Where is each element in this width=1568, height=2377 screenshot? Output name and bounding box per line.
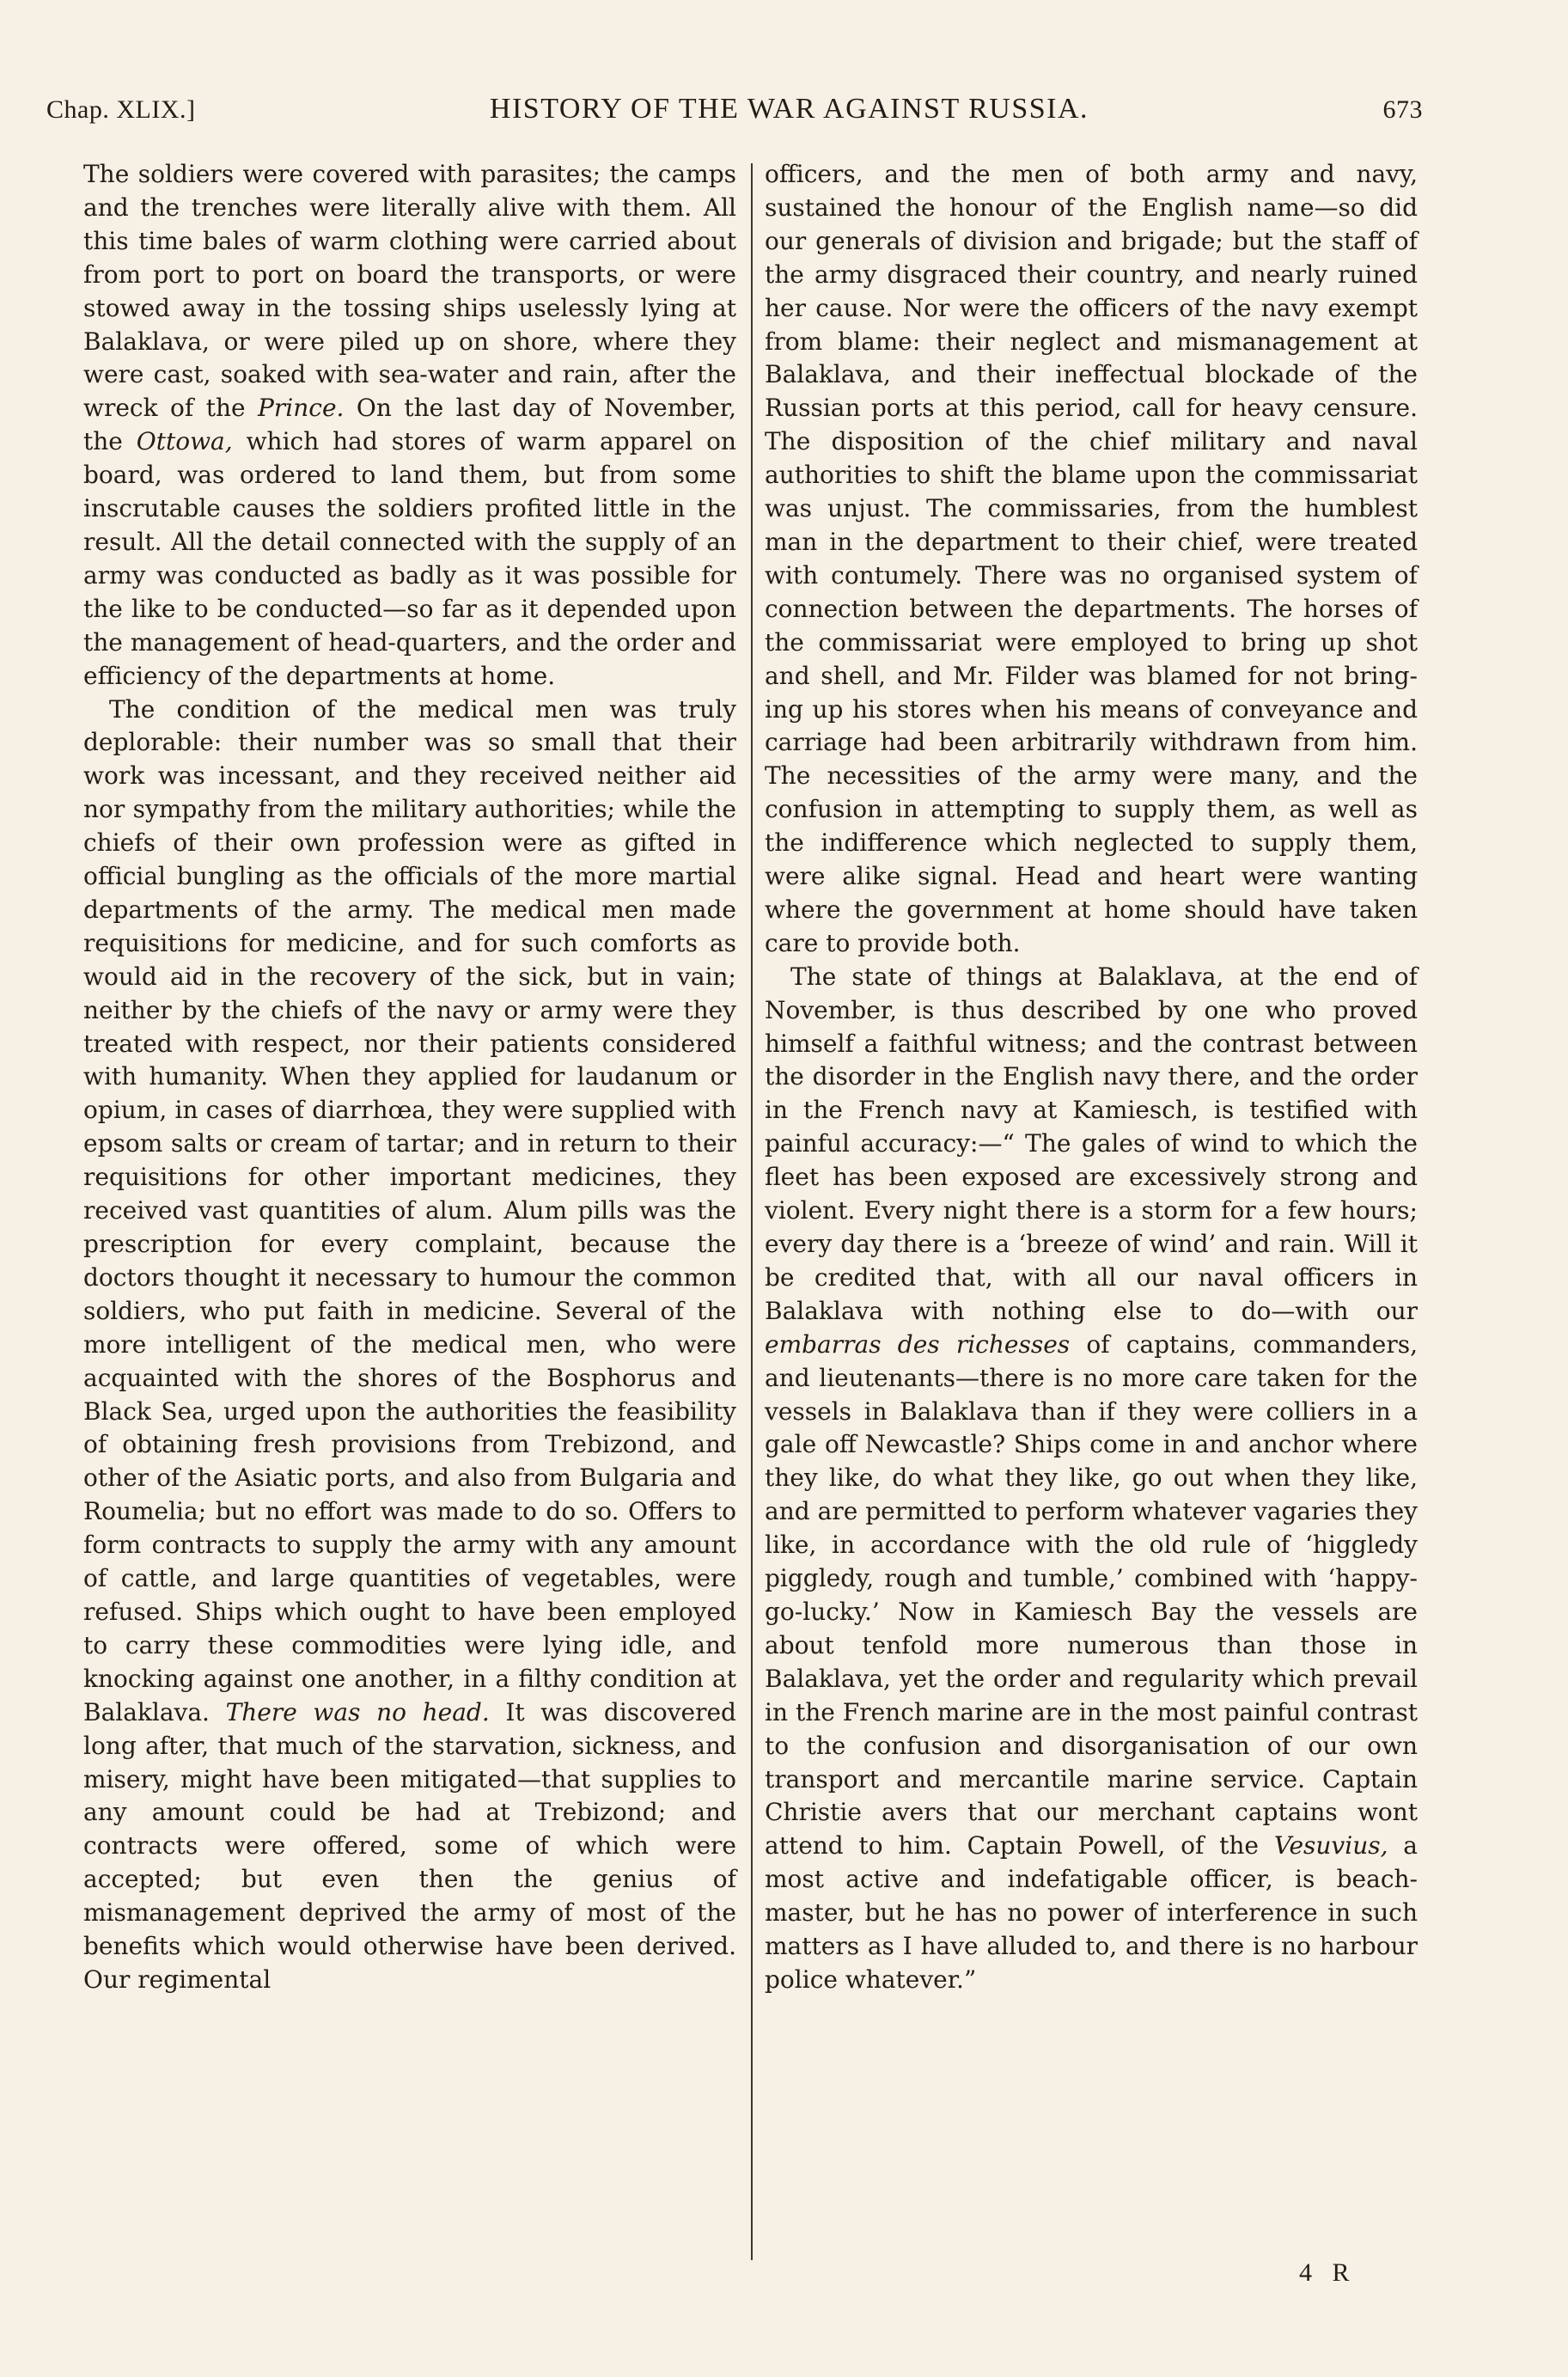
italic-run: There was no head. (225, 1697, 490, 1726)
paragraph (765, 961, 1418, 1997)
italic-run: embarras des richesses (765, 1329, 1071, 1359)
text-run: of captains, commanders, and lieutenants—there is no more care taken for the vessels in Balaklava than if they were colliers in a gale off Newcastle? Ships come in and anchor where they like, do what they like, go out when they like, and are permitted to perform whatever vagaries they like, in accordance with the old rule of ‘higgledy piggledy, rough and tumble,’ combined with ‘happy-go-lucky.’ Now in Kamiesch Bay the vessels are about tenfold more numerous than those in Balaklava, yet the order and regularity which prevail in the French marine are in the most painful contrast to the confusion and disorganisation of our own transport and mercantile marine service. Captain Christie avers that our merchant captains wont attend to him. Captain Powell, of the (765, 1329, 1418, 1861)
text-run: The soldiers were covered with parasites; the camps and the trenches were literally alive with them. All this time bales of warm clothing were carried about from port to port on board the transports, or were stowed away in the tossing ships uselessly lying at Balaklava, or were piled up on shore, where they were cast, soaked with sea-water and rain, after the wreck of the (83, 160, 736, 423)
italic-run: Ottowa, (136, 427, 233, 456)
running-head (46, 93, 1423, 137)
text-run: It was discovered long after, that much of the starvation, sickness, and misery, might have been mitigated—that supplies to any amount could be had at Trebizond; and contracts were offered, some of which were accepted; but even then the genius of mismanagement deprived the army of most of the benefits which would otherwise have been derived. Our regimental (83, 1697, 736, 1994)
text-run: The state of things at Balaklava, at the end of November, is thus described by one who proved himself a faithful witness; and the contrast between the disorder in the English navy there, and the order in the French navy at Kamiesch, is testified with painful accuracy:—“ The gales of wind to which the fleet has been exposed are excessively strong and violent. Every night there is a storm for a few hours; every day there is a ‘breeze of wind’ and rain. Will it be credited that, with all our naval officers in Balaklava with nothing else to do—with our (765, 962, 1418, 1325)
right-column (765, 158, 1418, 1997)
paragraph (83, 694, 736, 1997)
paragraph (83, 158, 736, 694)
text-run: On the last day of November, the (83, 394, 736, 456)
text-run: which had stores of warm apparel on board, was ordered to land them, but from some inscrutable causes the soldiers profited little in the result. All the detail connected with the supply of an army was conducted as badly as it was possible for the like to be conducted—so far as it depended upon the management of head-quarters, and the order and efficiency of the departments at home. (83, 427, 736, 690)
text-run: The condition of the medical men was truly deplorable: their number was so small that their work was incessant, and they received neither aid nor sympathy from the military authorities; while the chiefs of their own profession were as gifted in official bungling as the officials of the more martial departments of the army. The medical men made requisitions for medicine, and for such comforts as would aid in the recovery of the sick, but in vain; neither by the chiefs of the navy or army were they treated with respect, nor their patients considered with humanity. When they applied for laudanum or opium, in cases of diarrhœa, they were supplied with epsom salts or cream of tartar; and in return to their requisitions for other important medicines, they received vast quantities of alum. Alum pills was the prescription for every complaint, because the doctors thought it necessary to humour the common soldiers, who put faith in medicine. Several of the more intelligent of the medical men, who were acquainted with the shores of the Bosphorus and Black Sea, urged upon the authorities the feasibility of obtaining fresh provisions from Trebizond, and other of the Asiatic ports, and also from Bulgaria and Roumelia; but no effort was made to do so. Offers to form contracts to supply the army with any amount of cattle, and large quantities of vegetables, were refused. Ships which ought to have been employed to carry these commodities were lying idle, and knocking against one another, in a filthy condition at Balaklava. (83, 694, 736, 1726)
column-rule (751, 163, 753, 2260)
signature-mark: 4 R (1299, 2258, 1357, 2287)
italic-run: Vesuvius, (1273, 1831, 1388, 1861)
text-run: officers, and the men of both army and navy, sustained the honour of the English name—so did our generals of division and brigade; but the staff of the army disgraced their country, and nearly ruined her cause. Nor were the officers of the navy exempt from blame: their neglect and mismanagement at Balaklava, and their ineffectual blockade of the Russian ports at this period, call for heavy censure. The disposition of the chief military and naval authorities to shift the blame upon the commissariat was unjust. The commissaries, from the humblest man in the department to their chief, were treated with contumely. There was no organised system of connection between the departments. The horses of the commissariat were employed to bring up shot and shell, and Mr. Filder was blamed for not bringing up his stores when his means of conveyance and carriage had been arbitrarily withdrawn from him. The necessities of the army were many, and the confusion in attempting to supply them, as well as the indifference which neglected to supply them, were alike signal. Head and heart were wanting where the government at home should have taken care to provide both. (765, 160, 1418, 957)
paragraph (765, 158, 1418, 961)
italic-run: Prince. (258, 394, 345, 423)
page-number: 673 (1382, 95, 1423, 124)
running-title: HISTORY OF THE WAR AGAINST RUSSIA. (489, 93, 1089, 125)
text-run: a most active and indefatigable officer, is beach-master, but he has no power of interference in such matters as I have alluded to, and there is no harbour police whatever.” (765, 1831, 1419, 1994)
left-column (83, 158, 736, 1997)
chapter-label: Chap. XLIX.] (46, 95, 196, 124)
